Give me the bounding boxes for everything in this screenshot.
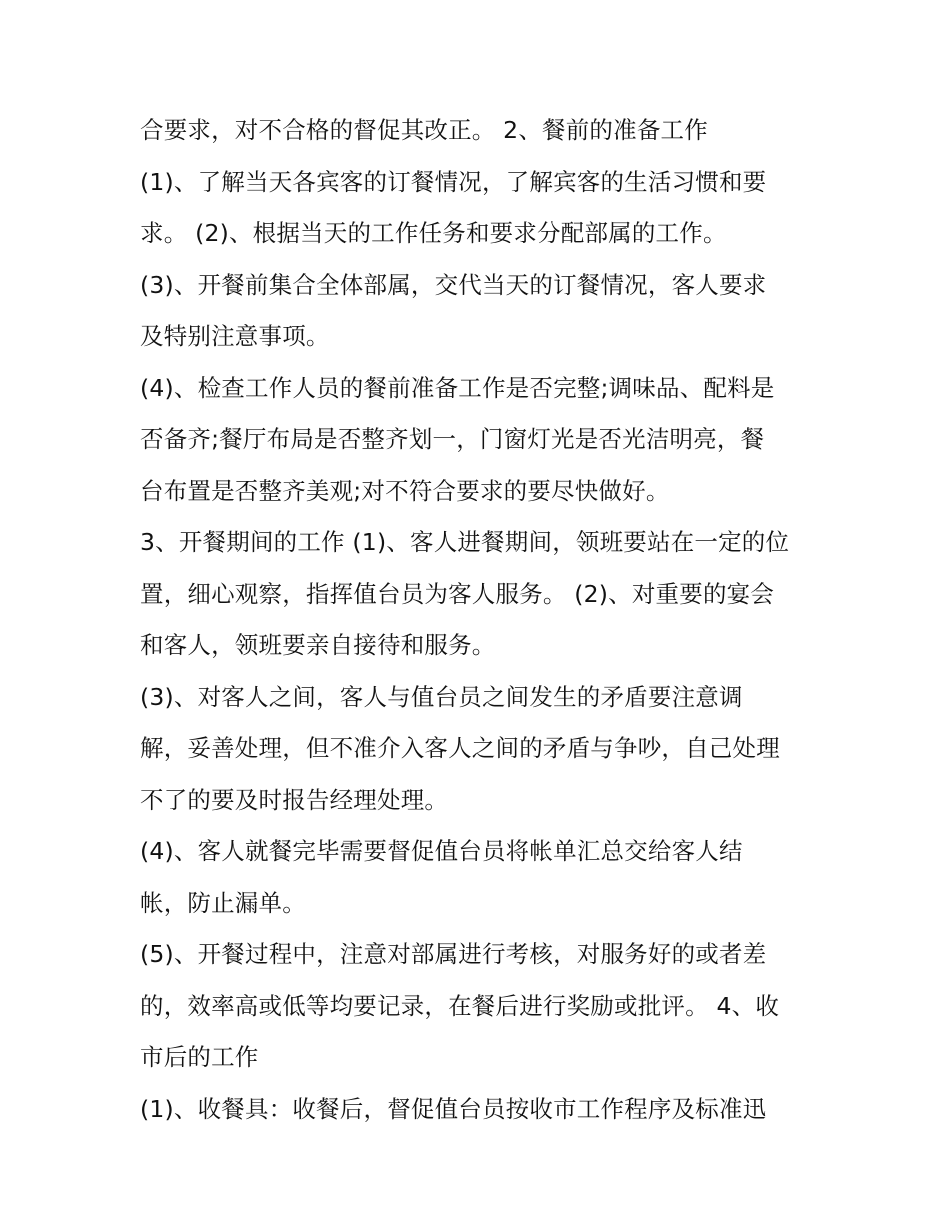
text-line: 的，效率高或低等均要记录，在餐后进行奖励或批评。 4、收 bbox=[140, 991, 780, 1020]
text-line: 否备齐;餐厅布局是否整齐划一，门窗灯光是否光洁明亮，餐 bbox=[140, 425, 765, 453]
text-line: 求。 (2)、根据当天的工作任务和要求分配部属的工作。 bbox=[140, 219, 727, 247]
text-line: (4)、客人就餐完毕需要督促值台员将帐单汇总交给客人结 bbox=[140, 837, 743, 865]
text-line: (4)、检查工作人员的餐前准备工作是否完整;调味品、配料是 bbox=[140, 373, 775, 402]
text-line: 合要求，对不合格的督促其改正。 2、餐前的准备工作 bbox=[140, 116, 708, 144]
text-line: 和客人，领班要亲自接待和服务。 bbox=[140, 631, 496, 659]
text-line: 解，妥善处理，但不准介入客人之间的矛盾与争吵，自己处理 bbox=[140, 734, 780, 762]
text-line: (3)、开餐前集合全体部属，交代当天的订餐情况，客人要求 bbox=[140, 270, 767, 299]
text-line: (1)、了解当天各宾客的订餐情况，了解宾客的生活习惯和要 bbox=[140, 167, 767, 196]
text-line: 帐，防止漏单。 bbox=[140, 888, 306, 917]
text-line: (5)、开餐过程中，注意对部属进行考核，对服务好的或者差 bbox=[140, 940, 767, 968]
text-line: 台布置是否整齐美观;对不符合要求的要尽快做好。 bbox=[140, 476, 670, 505]
text-line: 置，细心观察，指挥值台员为客人服务。 (2)、对重要的宴会 bbox=[140, 579, 775, 608]
text-line: 市后的工作 bbox=[140, 1043, 259, 1071]
text-line: 3、开餐期间的工作 (1)、客人进餐期间，领班要站在一定的位 bbox=[140, 528, 790, 556]
text-line: 及特别注意事项。 bbox=[140, 322, 330, 350]
document-body bbox=[140, 111, 830, 1141]
text-line: (3)、对客人之间，客人与值台员之间发生的矛盾要注意调 bbox=[140, 682, 743, 711]
text-line: 不了的要及时报告经理处理。 bbox=[140, 785, 449, 814]
text-line: (1)、收餐具：收餐后，督促值台员按收市工作程序及标准迅 bbox=[140, 1094, 767, 1123]
